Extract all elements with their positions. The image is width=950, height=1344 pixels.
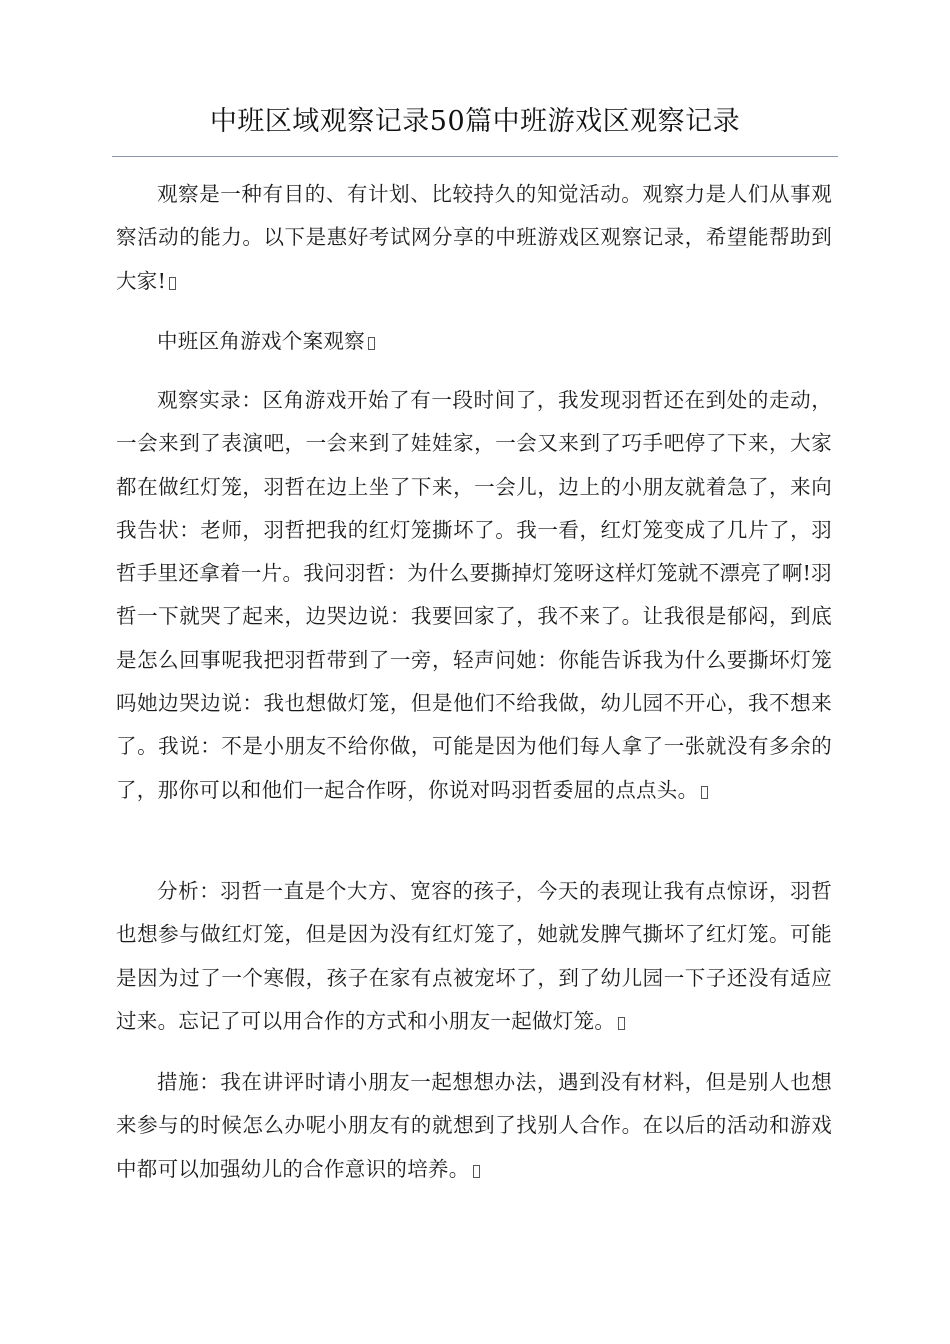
paragraph-analysis	[116, 870, 832, 1043]
paragraph-mark-icon	[701, 786, 708, 799]
paragraph-analysis-text: 分析：羽哲一直是个大方、宽容的孩子，今天的表现让我有点惊讶，羽哲也想参与做红灯笼，但是因为没有红灯笼了，她就发脾气撕坏了红灯笼。可能是因为过了一个寒假，孩子在家有点被宠坏了，到了幼儿园一下子还没有适应过来。忘记了可以用合作的方式和小朋友一起做灯笼。	[116, 879, 832, 1033]
paragraph-heading-text: 中班区角游戏个案观察	[157, 329, 365, 353]
paragraph-mark-icon	[169, 277, 176, 290]
paragraph-mark-icon	[368, 337, 375, 350]
paragraph-heading	[116, 320, 832, 363]
title-divider	[112, 156, 838, 157]
document-title: 中班区域观察记录50篇中班游戏区观察记录	[209, 106, 741, 137]
paragraph-mark-icon	[618, 1017, 625, 1030]
paragraph-observation	[116, 379, 832, 812]
paragraph-intro	[116, 173, 832, 303]
paragraph-measures	[116, 1061, 832, 1191]
paragraph-intro-text: 观察是一种有目的、有计划、比较持久的知觉活动。观察力是人们从事观察活动的能力。以下是惠好考试网分享的中班游戏区观察记录，希望能帮助到大家!	[116, 182, 832, 293]
paragraph-measures-text: 措施：我在讲评时请小朋友一起想想办法，遇到没有材料，但是别人也想来参与的时候怎么办呢小朋友有的就想到了找别人合作。在以后的活动和游戏中都可以加强幼儿的合作意识的培养。	[116, 1070, 832, 1181]
paragraph-mark-icon	[473, 1165, 480, 1178]
paragraph-observation-text: 观察实录：区角游戏开始了有一段时间了，我发现羽哲还在到处的走动，一会来到了表演吧，一会来到了娃娃家，一会又来到了巧手吧停了下来，大家都在做红灯笼，羽哲在边上坐了下来，一会儿，边上的小朋友就着急了，来向我告状：老师，羽哲把我的红灯笼撕坏了。我一看，红灯笼变成了几片了，羽哲手里还拿着一片。我问羽哲：为什么要撕掉灯笼呀这样灯笼就不漂亮了啊!羽哲一下就哭了起来，边哭边说：我要回家了，我不来了。让我很是郁闷，到底是怎么回事呢我把羽哲带到了一旁，轻声问她：你能告诉我为什么要撕坏灯笼吗她边哭边说：我也想做灯笼，但是他们不给我做，幼儿园不开心，我不想来了。我说：不是小朋友不给你做，可能是因为他们每人拿了一张就没有多余的了，那你可以和他们一起合作呀，你说对吗羽哲委屈的点点头。	[116, 388, 832, 802]
